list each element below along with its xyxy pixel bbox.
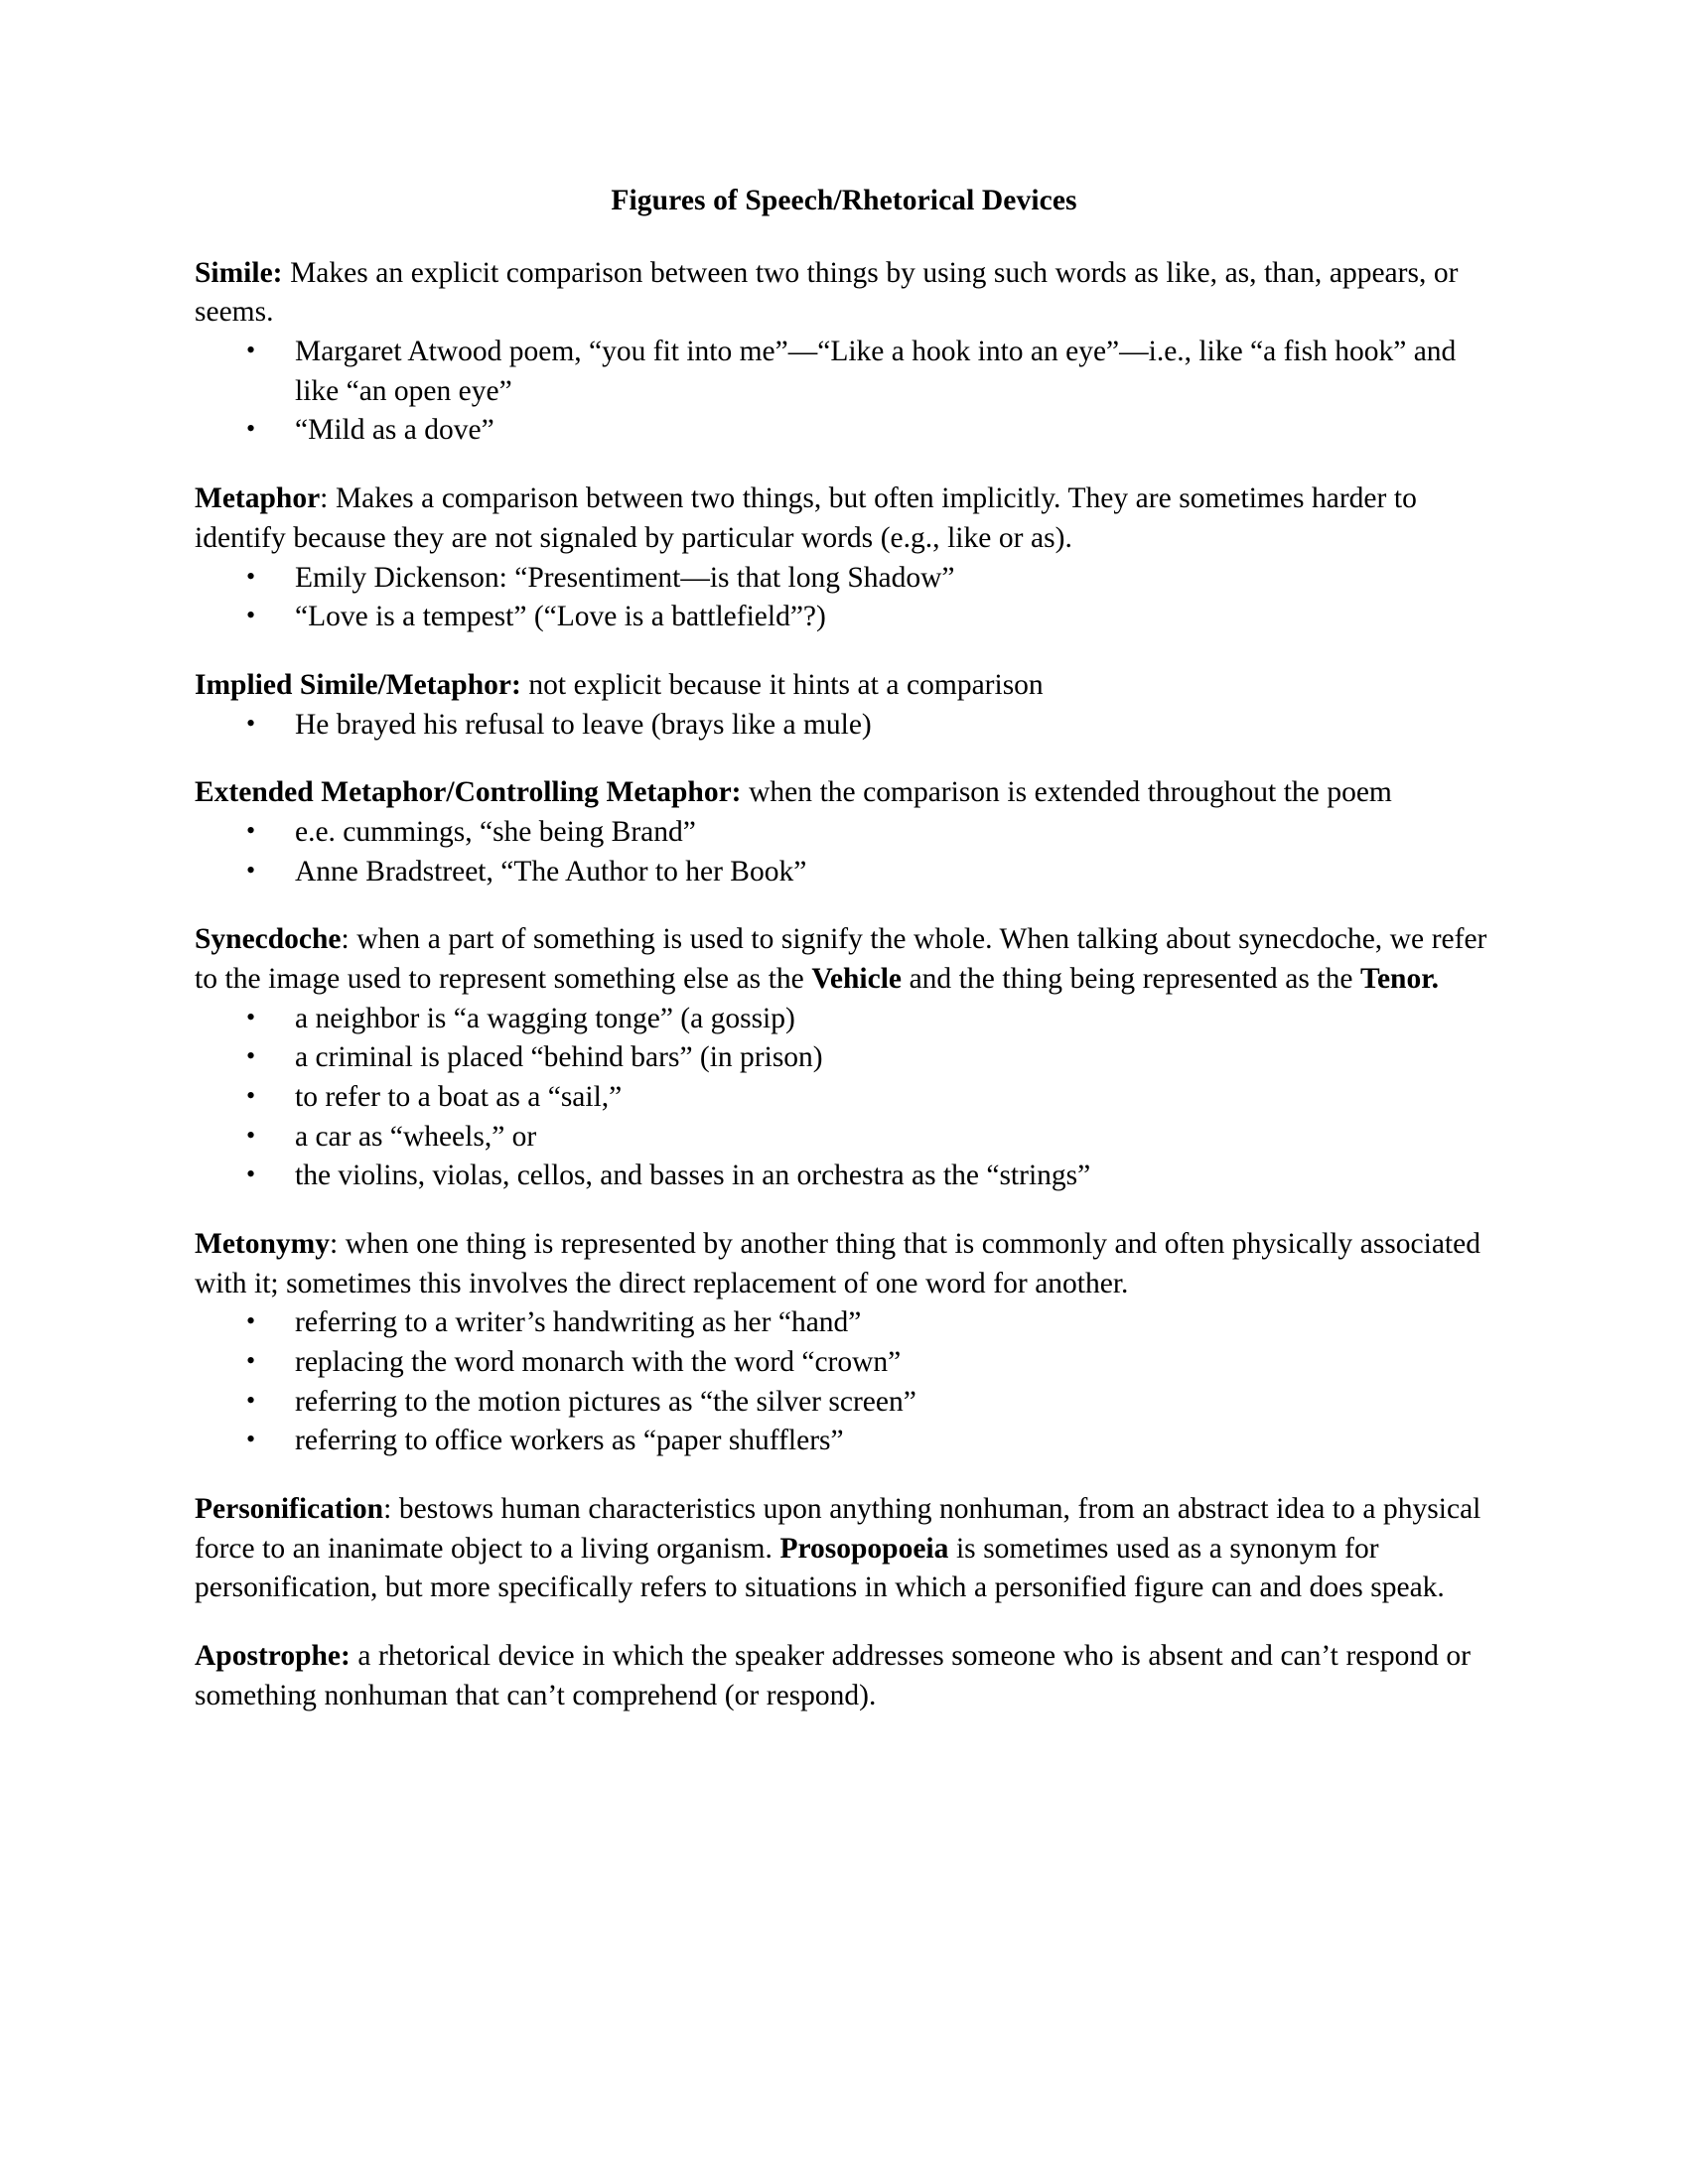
- list-item: • referring to office workers as “paper shufflers”: [195, 1422, 1493, 1461]
- section-personification-paragraph: [195, 1490, 1493, 1608]
- section-personification-definition-part1: : bestows human characteristics upon anything nonhuman, from an abstract idea to a physical force to an inanimate object to a living organism.: [195, 1492, 1481, 1565]
- section-synecdoche-paragraph: [195, 920, 1493, 999]
- page-title: Figures of Speech/Rhetorical Devices: [611, 185, 1077, 216]
- section-implied-simile-metaphor-term: Implied Simile/Metaphor:: [195, 668, 521, 701]
- section-personification-emphasis-prosopopoeia: Prosopopoeia: [779, 1532, 949, 1565]
- section-apostrophe-paragraph: [195, 1637, 1493, 1715]
- list-item: • replacing the word monarch with the word “crown”: [195, 1343, 1493, 1383]
- list-item: • Margaret Atwood poem, “you fit into me”—“Like a hook into an eye”—i.e., like “a fish hook” and like “an open eye”: [195, 333, 1493, 411]
- section-personification-definition-part2: is sometimes used as a synonym for personification, but more specifically refers to situations in which a personified figure can and does speak.: [195, 1532, 1445, 1604]
- list-item: • referring to a writer’s handwriting as her “hand”: [195, 1303, 1493, 1343]
- section-implied-simile-metaphor-definition: not explicit because it hints at a comparison: [520, 668, 1044, 701]
- section-extended-metaphor-definition: when the comparison is extended throughout the poem: [741, 776, 1392, 809]
- list-item: • the violins, violas, cellos, and basses in an orchestra as the “strings”: [195, 1157, 1493, 1196]
- section-metaphor: [195, 479, 1493, 637]
- section-extended-metaphor: [195, 773, 1493, 891]
- list-item: • a criminal is placed “behind bars” (in prison): [195, 1038, 1493, 1078]
- section-metonymy-definition: : when one thing is represented by another thing that is commonly and often physically associated with it; sometimes this involves the direct replacement of one word for another.: [195, 1227, 1480, 1299]
- list-item: • to refer to a boat as a “sail,”: [195, 1078, 1493, 1118]
- section-extended-metaphor-paragraph: [195, 773, 1493, 813]
- list-item: • e.e. cummings, “she being Brand”: [195, 813, 1493, 853]
- list-item: • a neighbor is “a wagging tonge” (a gossip): [195, 1000, 1493, 1039]
- section-metaphor-definition: : Makes a comparison between two things, but often implicitly. They are sometimes harder to identify because they are not signaled by particular words (e.g., like or as).: [195, 482, 1417, 554]
- section-simile-term: Simile:: [195, 256, 283, 289]
- section-extended-metaphor-term: Extended Metaphor/Controlling Metaphor:: [195, 776, 742, 809]
- section-apostrophe: [195, 1637, 1493, 1715]
- list-item: • Emily Dickenson: “Presentiment—is that long Shadow”: [195, 559, 1493, 599]
- section-extended-metaphor-bullet-list: [195, 813, 1493, 891]
- section-synecdoche-bullet-list: [195, 1000, 1493, 1196]
- section-metonymy-paragraph: [195, 1225, 1493, 1303]
- section-apostrophe-term: Apostrophe:: [195, 1639, 351, 1672]
- section-simile-paragraph: [195, 254, 1493, 333]
- section-personification: [195, 1490, 1493, 1608]
- section-simile-bullet-list: [195, 333, 1493, 451]
- section-personification-term: Personification: [195, 1492, 384, 1525]
- section-synecdoche-definition-part1: : when a part of something is used to signify the whole. When talking about synecdoche, we refer to the image used to represent something else as the: [195, 923, 1487, 995]
- section-implied-simile-metaphor-paragraph: [195, 666, 1493, 706]
- list-item: • Anne Bradstreet, “The Author to her Book”: [195, 853, 1493, 892]
- list-item: • a car as “wheels,” or: [195, 1118, 1493, 1158]
- section-apostrophe-definition: a rhetorical device in which the speaker addresses someone who is absent and can’t respond or something nonhuman that can’t comprehend (or respond).: [195, 1639, 1472, 1711]
- section-metaphor-bullet-list: [195, 559, 1493, 637]
- section-synecdoche-term: Synecdoche: [195, 923, 342, 956]
- section-metaphor-term: Metaphor: [195, 482, 321, 515]
- section-synecdoche-definition-part2: and the thing being represented as the: [902, 962, 1360, 995]
- section-synecdoche-emphasis-tenor: Tenor.: [1360, 962, 1439, 995]
- section-implied-simile-metaphor-bullet-list: [195, 706, 1493, 746]
- section-synecdoche-emphasis-vehicle: Vehicle: [811, 962, 903, 995]
- section-metonymy: [195, 1225, 1493, 1461]
- section-synecdoche: [195, 920, 1493, 1196]
- section-simile-definition: Makes an explicit comparison between two things by using such words as like, as, than, appears, or seems.: [195, 256, 1459, 329]
- list-item: • “Love is a tempest” (“Love is a battlefield”?): [195, 598, 1493, 637]
- list-item: • “Mild as a dove”: [195, 411, 1493, 451]
- section-metonymy-term: Metonymy: [195, 1227, 330, 1260]
- list-item: • referring to the motion pictures as “the silver screen”: [195, 1383, 1493, 1423]
- list-item: • He brayed his refusal to leave (brays like a mule): [195, 706, 1493, 746]
- section-simile: [195, 254, 1493, 451]
- section-metaphor-paragraph: [195, 479, 1493, 558]
- section-metonymy-bullet-list: [195, 1303, 1493, 1461]
- section-implied-simile-metaphor: [195, 666, 1493, 745]
